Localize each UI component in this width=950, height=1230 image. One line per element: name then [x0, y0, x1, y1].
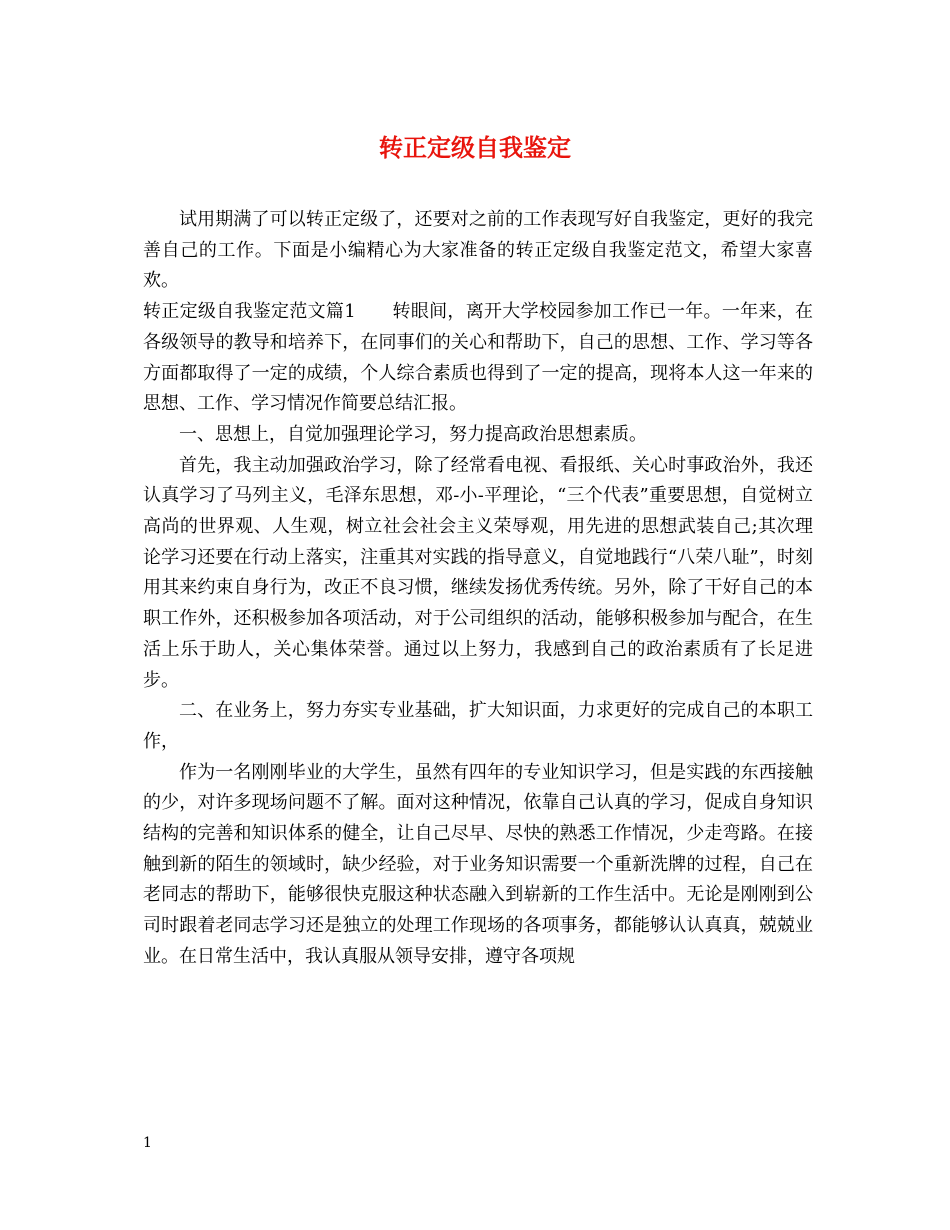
paragraph-section-2-body: 作为一名刚刚毕业的大学生，虽然有四年的专业知识学习，但是实践的东西接触的少，对许多现场问题不了解。面对这种情况，依靠自己认真的学习，促成自身知识结构的完善和知识体系的健全，让自己尽早、尽快的熟悉工作情况，少走弯路。在接触到新的陌生的领域时，缺少经验，对于业务知识需要一个重新洗牌的过程，自己在老同志的帮助下，能够很快克服这种状态融入到崭新的工作生活中。无论是刚刚到公司时跟着老同志学习还是独立的处理工作现场的各项事务，都能够认认真真，兢兢业业。在日常生活中，我认真服从领导安排，遵守各项规 [143, 761, 813, 967]
page-number: 1 [143, 1135, 152, 1151]
paragraph-section-2-heading: 二、在业务上，努力夯实专业基础，扩大知识面，力求更好的完成自己的本职工作， [143, 700, 813, 752]
document-body [143, 205, 813, 973]
paragraph-section-1-body: 首先，我主动加强政治学习，除了经常看电视、看报纸、关心时事政治外，我还认真学习了马列主义，毛泽东思想，邓-小-平理论，“三个代表”重要思想，自觉树立高尚的世界观、人生观，树立社会社会主义荣辱观，用先进的思想武装自己;其次理论学习还要在行动上落实，注重其对实践的指导意义，自觉地践行“八荣八耻”，时刻用其来约束自身行为，改正不良习惯，继续发扬优秀传统。另外，除了干好自己的本职工作外，还积极参加各项活动，对于公司组织的活动，能够积极参加与配合，在生活上乐于助人，关心集体荣誉。通过以上努力，我感到自己的政治素质有了长足进步。 [143, 454, 813, 691]
paragraph-section-1-heading: 一、思想上，自觉加强理论学习，努力提高政治思想素质。 [179, 423, 647, 445]
document-title: 转正定级自我鉴定 [379, 133, 571, 162]
paragraph-sample-1-opening: 转正定级自我鉴定范文篇1 转眼间，离开大学校园参加工作已一年。一年来，在各级领导的教导和培养下，在同事们的关心和帮助下，自己的思想、工作、学习等各方面都取得了一定的成绩，个人综合素质也得到了一定的提高，现将本人这一年来的思想、工作、学习情况作简要总结汇报。 [143, 301, 813, 415]
paragraph-intro: 试用期满了可以转正定级了，还要对之前的工作表现写好自我鉴定，更好的我完善自己的工作。下面是小编精心为大家准备的转正定级自我鉴定范文，希望大家喜欢。 [143, 209, 813, 292]
